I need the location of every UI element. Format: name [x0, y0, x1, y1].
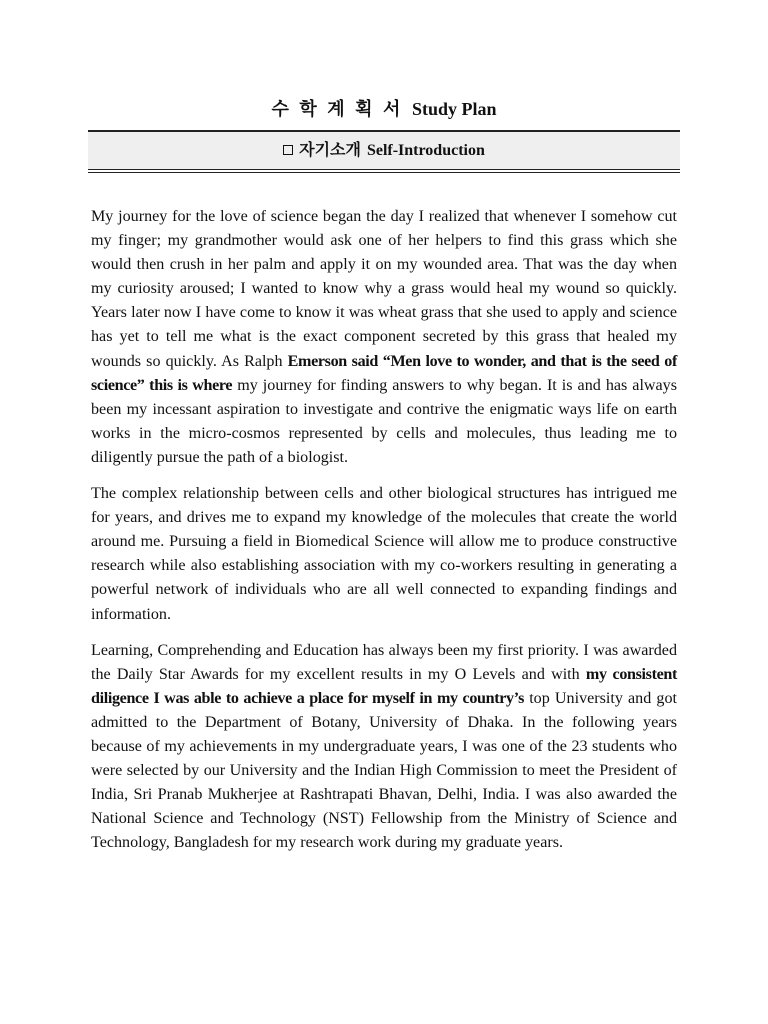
document-title — [88, 96, 680, 122]
section-heading-korean: 자기소개 — [299, 142, 361, 159]
checkbox-icon — [283, 145, 293, 155]
title-english: Study Plan — [411, 99, 497, 119]
paragraph-3 — [91, 639, 677, 856]
paragraph-3-part-1: Learning, Comprehending and Education has always been my first priority. I was awarded the Daily Star Awards for my excellent results in my O Levels and with — [91, 641, 677, 683]
paragraph-3-part-2: top University and got admitted to the Department of Botany, University of Dhaka. In the following years because of my achievements in my undergraduate years, I was one of the 23 students who were selected by our University and the Indian High Commission to meet the President of India, Sri Pranab Mukherjee at Rashtrapati Bhavan, Delhi, India. I was also awarded the National Science and Technology (NST) Fellowship from the Ministry of Science and Technology, Bangladesh for my research work during my graduate years. — [91, 689, 677, 852]
paragraph-3-diligence-line: my consistent diligence I was able to achieve a place for myself in my country’s — [91, 665, 677, 707]
section-header-bar — [88, 130, 680, 170]
body-text — [91, 205, 677, 867]
section-heading — [88, 140, 680, 162]
paragraph-1-part-1: My journey for the love of science began the day I realized that whenever I somehow cut my finger; my grandmother would ask one of her helpers to find this grass which she would then crush in her palm and apply it on my wounded area. That was the day when my curiosity aroused; I wanted to know why a grass would heal my wound so quickly. Years later now I have come to know it was wheat grass that she used to apply and science has yet to tell me what is the exact component secreted by this grass that healed my wounds so quickly. As Ralph — [91, 208, 677, 370]
paragraph-2: The complex relationship between cells and other biological structures has intrigued me for years, and drives me to expand my knowledge of the molecules that create the world around me. Pursuing a field in Biomedical Science will allow me to produce constructive research while also establishing association with my co-workers resulting in generating a powerful network of individuals who are all well connected to expanding findings and information. — [91, 485, 677, 623]
section-heading-english: Self-Introduction — [366, 142, 485, 159]
title-korean: 수 학 계 획 서 — [271, 99, 404, 119]
paragraph-1 — [91, 205, 677, 470]
paragraph-1-emerson-quote: Emerson said “Men love to wonder, and that is the seed of science” this is where — [91, 352, 677, 394]
paragraph-1-part-2: my journey for finding answers to why began. It is and has always been my incessant aspiration to investigate and contrive the enigmatic ways life on earth works in the micro-cosmos represented by cells and molecules, thus leading me to diligently pursue the path of a biologist. — [91, 376, 677, 466]
